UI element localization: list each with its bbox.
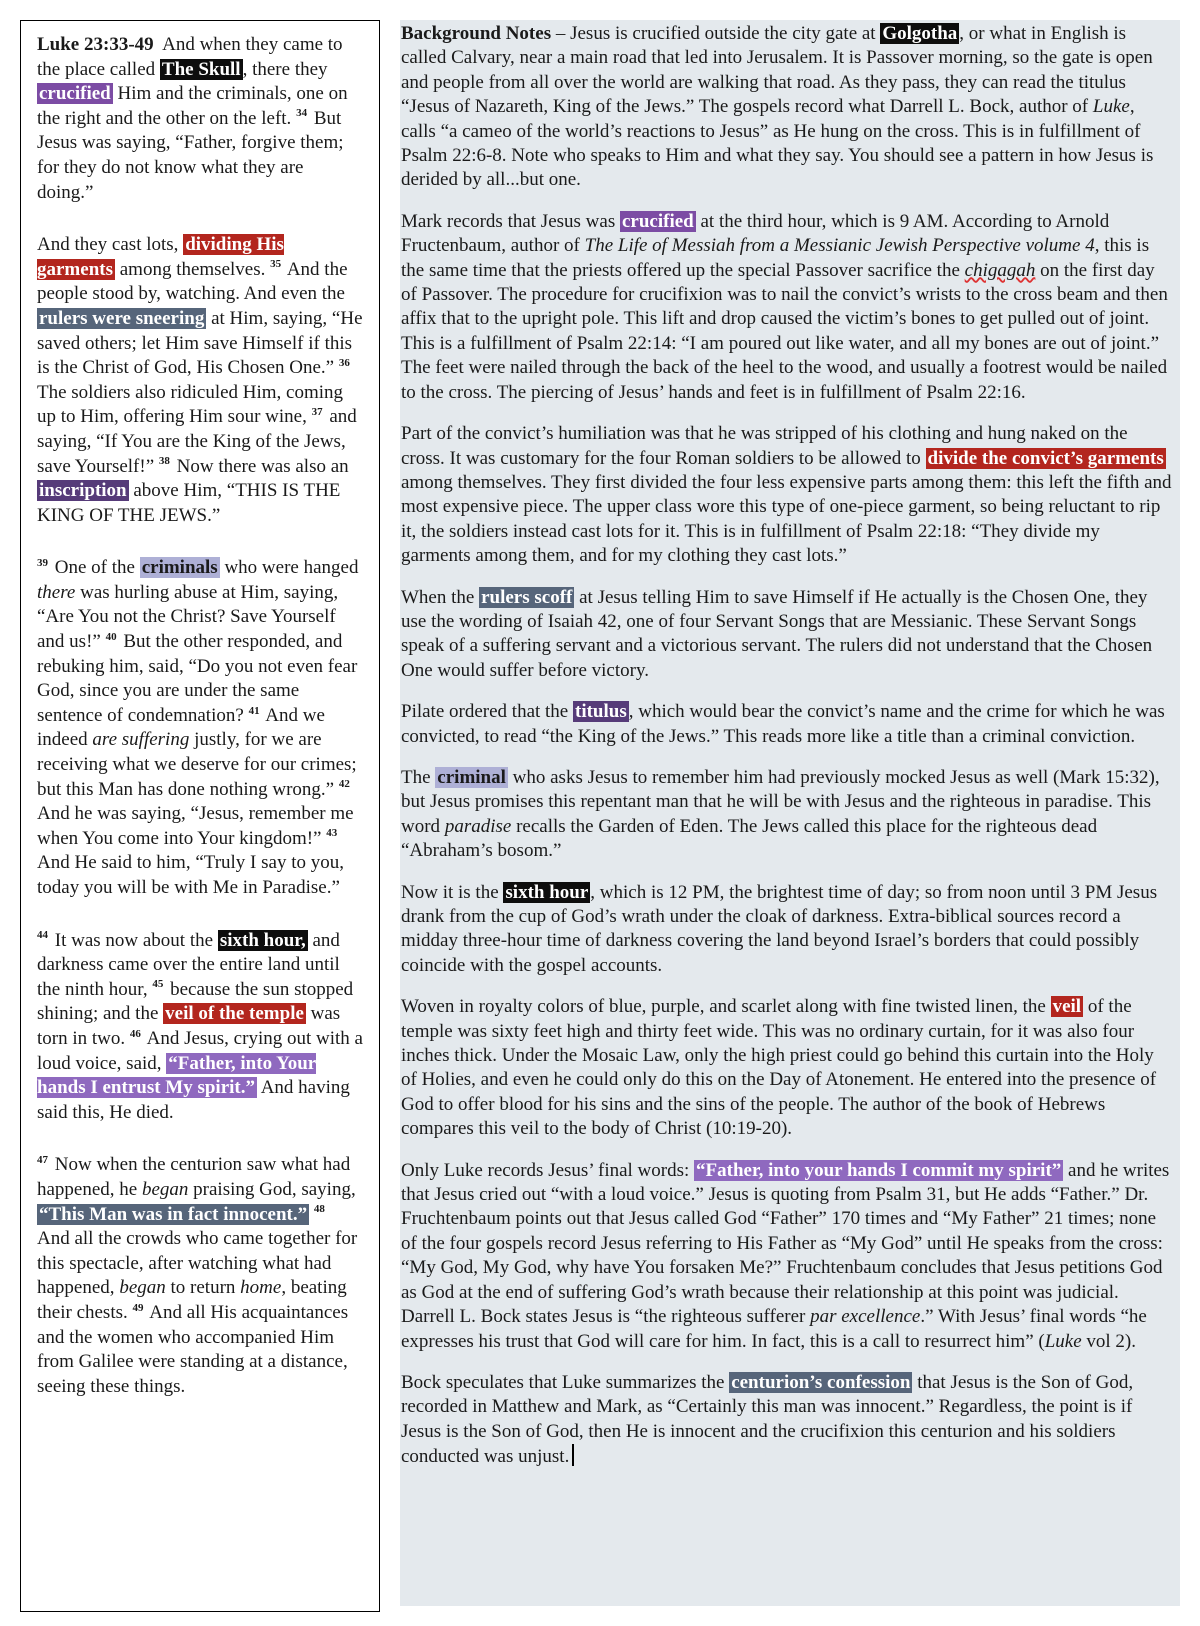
scripture-paragraph-4: $^{44}$ It was now about the sixth hour, and darkness came over the entire land until the ninth hour, $^{45}$ because the sun stopped shining; and the veil of the temple was torn in two. $^{46}$ And Jesus, crying out with a loud voice, said, “Father, into Your hands I entrust My spirit.” And having said this, He died. [37,929,363,1123]
verse-number: 46 [129,1027,141,1040]
verse-number: 42 [338,778,350,791]
notes-paragraph-1: Background Notes – Jesus is crucified outside the city gate at Golgotha , or what in English is called Calvary, near a main road that led into Jerusalem. It is Passover morning, so the gate is open and people from all over the world are walking that road. As they pass, they can read the titulus “Jesus of Nazareth, King of the Jews.” The gospels record what Darrell L. Bock, author of Luke, calls “a cameo of the world’s reactions to Jesus” as He hung on the cross. This is in fulfillment of Psalm 22:6-8. Note who speaks to Him and what they say. You should see a pattern in how Jesus is derided by all...but one. [401,23,1154,191]
verse-number: 40 [105,630,117,643]
verse-number: 45 [152,978,164,991]
highlight-crucified: crucified [39,83,111,105]
highlight-golgotha: Golgotha [882,23,958,44]
highlight-inscription: inscription [39,480,127,502]
spellcheck-word: chigagah [964,259,1036,281]
notes-paragraph-2: Mark records that Jesus was crucified at the third hour, which is 9 AM. According to Arnold Fructenbaum, author of The Life of Messiah from a Messianic Jewish Perspective volume 4, this is the same time that the priests offered up the special Passover sacrifice the chigagah on the first day of Passover. The procedure for crucifixion was to nail the convict’s wrists to the cross beam and then affix that to the upright pole. This lift and drop caused the victim’s bones to get pulled out of joint. This is a fulfillment of Psalm 22:14: “I am poured out like water, and all my bones are out of joint.” The feet were nailed through the back of the heel to the wood, and usually a footrest would be nailed to the cross. The piercing of Jesus’ hands and feet is in fulfillment of Psalm 22:16. [401,210,1168,403]
notes-title: Background Notes [401,23,552,44]
highlight-crucified: crucified [621,210,694,232]
verse-number: 44 [37,929,48,942]
passage-reference: Luke 23:33-49 [37,34,154,55]
verse-number: 48 [313,1203,325,1216]
notes-paragraph-9: Only Luke records Jesus’ final words: “Father, into your hands I commit my spirit” and he writes that Jesus cried out “with a loud voice.” Jesus is quoting from Psalm 31, but He adds “Father.” Dr. Fruchtenbaum points out that Jesus called God “Father” 170 times and “My Father” 21 times; none of the four gospels record Jesus referring to His Father as “My God” until He speaks from the cross: “My God, My God, why have You forsaken Me?” Fruchtenbaum concludes that Jesus petitions God as God at the end of suffering God’s wrath because their relationship at this point was judicial. Darrell L. Bock states Jesus is “the righteous sufferer par excellence.” With Jesus’ final words “he expresses his trust that God will care for him. In fact, this is a call to resurrect him” (Luke vol 2). [401,1159,1170,1352]
highlight-sixth-hour: sixth hour [505,881,589,903]
verse-number: 41 [248,704,260,717]
notes-paragraph-6: The criminal who asks Jesus to remember him had previously mocked Jesus as well (Mark 15:32), but Jesus promises this repentant man that he will be with Jesus and the righteous in paradise. This word paradise recalls the Garden of Eden. The Jews called this place for the righteous dead “Abraham’s bosom.” [401,766,1160,862]
highlight-criminal: criminal [437,766,506,788]
highlight-rulers-scoff: rulers scoff [481,586,573,608]
verse-number: 38 [158,455,170,468]
verse-number: 43 [326,827,338,840]
highlight-veil-of-temple: veil of the temple [165,1003,304,1025]
highlight-centurion-confession: centurion’s confession [731,1371,911,1393]
verse-number: 49 [132,1301,144,1314]
scripture-paragraph-3: $^{39}$ One of the criminals who were hanged there was hurling abuse at Him, saying, “Are You not the Christ? Save Yourself and us!” $^{40}$ But the other responded, and rebuking him, said, “Do you not even fear God, since you are under the same sentence of condemnation? $^{41}$ And we indeed are suffering justly, for we are receiving what we deserve for our crimes; but this Man has done nothing wrong.” $^{42}$ And he was saying, “Jesus, remember me when You come into Your kingdom!” $^{43}$ And He said to him, “Truly I say to you, today you will be with Me in Paradise.” [37,556,359,898]
highlight-criminals: criminals [141,557,218,579]
highlight-titulus: titulus [575,701,627,723]
verse-number: 47 [37,1154,48,1167]
scripture-paragraph-1: Luke 23:33-49 And when they came to the place called The Skull , there they crucified Him and the criminals, one on the right and the other on the left. $^{34}$ But Jesus was saying, “Father, forgive them; for they do not know what they are doing.” [37,34,348,203]
verse-number: 35 [270,258,282,271]
highlight-the-skull: The Skull [161,58,241,80]
highlight-final-words: “Father, into Your hands I entrust My spirit.” [37,1052,317,1099]
scripture-column [20,20,380,1612]
highlight-sixth-hour: sixth hour, [219,929,306,951]
verse-number: 39 [37,556,48,569]
highlight-veil: veil [1052,996,1082,1018]
highlight-divide-garments: divide the convict’s garments [927,447,1164,469]
notes-paragraph-7: Now it is the sixth hour , which is 12 PM, the brightest time of day; so from noon until 3 PM Jesus drank from the cup of God’s wrath under the cloak of darkness. Extra-biblical sources record a midday three-hour time of darkness covering the land beyond Israel’s borders that could possibly coincide with the gospel accounts. [401,881,1158,976]
verse-number: 34 [296,107,308,120]
text-cursor [572,1444,574,1466]
highlight-man-innocent: “This Man was in fact innocent.” [39,1203,308,1225]
verse-number: 37 [311,405,323,418]
scripture-paragraph-5: $^{47}$ Now when the centurion saw what had happened, he began praising God, saying, “This Man was in fact innocent.” $^{48}$ And all the crowds who came together for this spectacle, after watching what had happened, began to return home, beating their chests. $^{49}$ And all His acquaintances and the women who accompanied Him from Galilee were standing at a distance, seeing these things. [37,1154,358,1397]
highlight-rulers-sneering: rulers were sneering [39,307,205,329]
notes-paragraph-3: Part of the convict’s humiliation was that he was stripped of his clothing and hung naked on the cross. It was customary for the four Roman soldiers to be allowed to divide the convict’s garments among themselves. They first divided the four less expensive parts among them: this left the fifth and most expensive piece. The upper class wore this type of one-piece garment, so being reluctant to rip it, the soldiers instead cast lots for it. This is in fulfillment of Psalm 22:18: “They divide my garments among them, and for my clothing they cast lots.” [401,423,1172,567]
notes-paragraph-10: Bock speculates that Luke summarizes the centurion’s confession that Jesus is the Son of God, recorded in Matthew and Mark, as “Certainly this man was innocent.” Regardless, the point is if Jesus is the Son of God, then He is innocent and the crucifixion this centurion and his soldiers conducted was unjust. [401,1371,1134,1468]
background-notes-column[interactable] [400,20,1180,1606]
highlight-final-words: “Father, into your hands I commit my spirit” [696,1159,1062,1181]
notes-paragraph-4: When the rulers scoff at Jesus telling Him to save Himself if He actually is the Chosen One, they use the wording of Isaiah 42, one of four Servant Songs that are Messianic. These Servant Songs speak of a suffering servant and a victorious servant. The rulers did not understand that the Chosen One would suffer before victory. [401,586,1153,681]
scripture-paragraph-2: And they cast lots, dividing His garments among themselves. $^{35}$ And the people stood by, watching. And even the rulers were sneering at Him, saying, “He saved others; let Him save Himself if this is the Christ of God, His Chosen One.” $^{36}$ The soldiers also ridiculed Him, coming up to Him, offering Him sour wine, $^{37}$ and saying, “If You are the King of the Jews, save Yourself!” $^{38}$ Now there was also an inscription above Him, “THIS IS THE KING OF THE JEWS.” [37,234,363,526]
verse-number: 36 [338,356,350,369]
highlight-dividing-garments: dividing His garments [37,234,284,280]
notes-paragraph-8: Woven in royalty colors of blue, purple, and scarlet along with fine twisted linen, the veil of the temple was sixty feet high and thirty feet wide. This was no ordinary curtain, for it was also four inches thick. Under the Mosaic Law, only the high priest could go behind this curtain into the Holy of Holies, and even he could only do this on the Day of Atonement. He entered into the presence of God to offer blood for his sins and the sins of the people. The author of the book of Hebrews compares this veil to the body of Christ (10:19-20). [401,996,1157,1140]
notes-paragraph-5: Pilate ordered that the titulus , which would bear the convict’s name and the crime for which he was convicted, to read “the King of the Jews.” This reads more like a title than a criminal conviction. [401,701,1165,747]
